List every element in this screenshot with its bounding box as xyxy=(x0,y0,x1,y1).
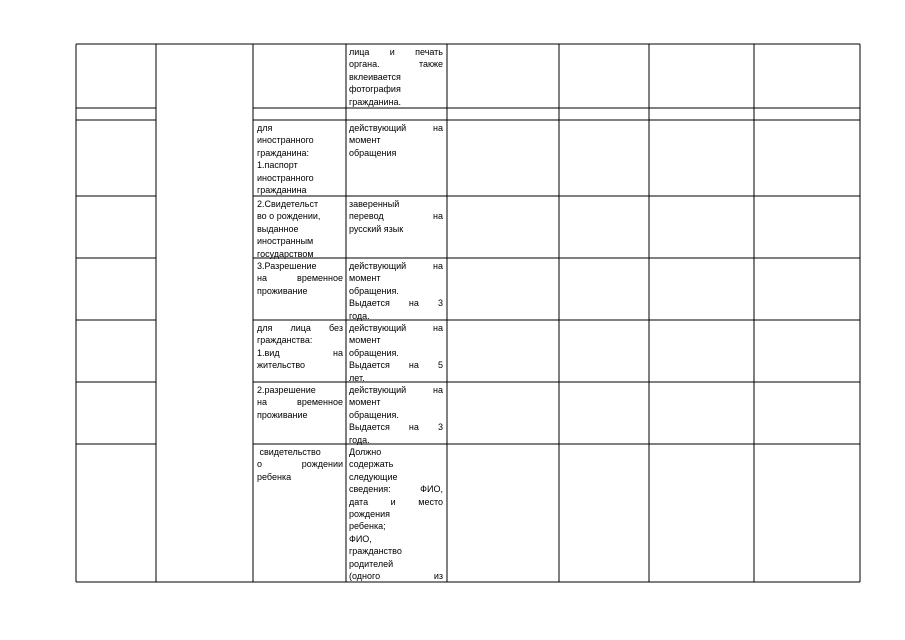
text-line: Должно xyxy=(349,447,382,457)
text-line: 1.паспорт xyxy=(257,160,298,171)
requirements-cell xyxy=(349,260,443,322)
text-line: следующие xyxy=(349,471,398,482)
text-line: государством xyxy=(257,248,314,259)
text-line: сведения: ФИО, xyxy=(349,484,443,495)
text-line: иностранным xyxy=(257,236,314,247)
text-line: органа. также xyxy=(349,59,443,70)
text-line: иностранного xyxy=(257,135,314,146)
text-line: гражданство xyxy=(349,546,402,557)
text-line: действующий на xyxy=(349,323,443,333)
document-name-cell xyxy=(257,384,343,421)
text-line: (одного из xyxy=(349,571,443,582)
text-line: иностранного xyxy=(257,172,314,183)
text-line: ребенка; xyxy=(349,521,386,532)
document-name-cell xyxy=(257,122,343,196)
text-line: обращения. xyxy=(349,347,399,358)
document-name-cell xyxy=(257,446,343,483)
text-line: фотография xyxy=(349,84,401,95)
document-name-cell xyxy=(257,322,343,372)
text-line: момент xyxy=(349,273,381,284)
text-line: вклеивается xyxy=(349,71,401,82)
text-line: гражданина: xyxy=(257,147,310,158)
text-line: лет. xyxy=(349,372,365,383)
text-line: ребенка xyxy=(257,471,292,482)
text-line: на временное xyxy=(257,397,343,408)
requirements-cell xyxy=(349,322,443,384)
text-line: момент xyxy=(349,335,381,346)
text-line: момент xyxy=(349,135,381,146)
text-line: 1.вид на xyxy=(257,347,343,358)
text-line: проживание xyxy=(257,285,308,296)
text-line: гражданства: xyxy=(257,335,313,346)
text-line: на временное xyxy=(257,273,343,284)
text-line: русский язык xyxy=(349,223,404,234)
requirements-cell xyxy=(349,198,443,235)
document-name-cell xyxy=(257,198,343,260)
text-line: действующий на xyxy=(349,261,443,271)
text-line: обращения. xyxy=(349,285,399,296)
text-line: родителей xyxy=(349,558,394,569)
text-line: дата и место xyxy=(349,496,443,507)
text-line: заверенный xyxy=(349,199,400,209)
text-line: для xyxy=(257,123,273,133)
text-line: 2.Свидетельст xyxy=(257,199,319,209)
text-line: проживание xyxy=(257,409,308,420)
text-line: для лица без xyxy=(257,323,343,333)
requirements-cell xyxy=(349,384,443,446)
text-line: Выдается на 3 xyxy=(349,422,443,433)
requirements-cell xyxy=(349,446,443,582)
text-line: во о рождении, xyxy=(257,211,321,222)
text-line: обращения. xyxy=(349,409,399,420)
text-line: года. xyxy=(349,434,370,445)
continuation-requirements-cell xyxy=(349,46,443,108)
text-line: Выдается на 3 xyxy=(349,298,443,309)
text-line: действующий на xyxy=(349,385,443,395)
text-line: жительство xyxy=(257,360,306,371)
text-line: года. xyxy=(349,310,370,321)
requirements-cell xyxy=(349,122,443,159)
text-line: ФИО, xyxy=(349,533,372,544)
text-line: выданное xyxy=(257,223,299,234)
text-line: действующий на xyxy=(349,123,443,133)
text-line: обращения xyxy=(349,147,397,158)
text-line: свидетельство xyxy=(257,447,321,457)
text-line: лица и печать xyxy=(349,47,443,57)
text-line: 3.Разрешение xyxy=(257,261,317,271)
text-line: рождения xyxy=(349,509,391,520)
text-line: момент xyxy=(349,397,381,408)
text-line: гражданина xyxy=(257,185,307,196)
text-line: о рождении xyxy=(257,459,343,470)
document-name-cell xyxy=(257,260,343,297)
text-line: Выдается на 5 xyxy=(349,360,443,371)
text-line: содержать xyxy=(349,459,394,470)
text-line: перевод на xyxy=(349,211,443,222)
text-line: 2.разрешение xyxy=(257,385,316,395)
text-line: гражданина. xyxy=(349,96,402,107)
